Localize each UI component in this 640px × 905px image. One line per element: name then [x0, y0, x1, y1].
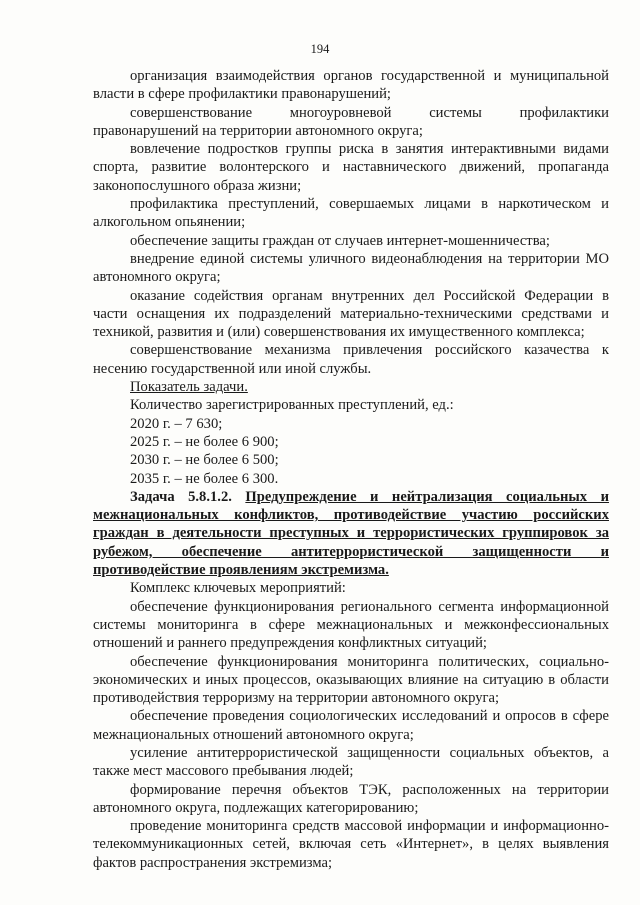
paragraph: внедрение единой системы уличного видеонаблюдения на территории МО автономного округа; — [93, 250, 609, 286]
paragraph: профилактика преступлений, совершаемых лицами в наркотическом и алкогольном опьянении; — [93, 196, 609, 231]
paragraph: обеспечение функционирования мониторинга политических, социально-экономических и иных процессов, оказывающих влияние на ситуацию в области противодействия терроризму на территории автономного округа; — [93, 653, 609, 707]
task-title: Предупреждение и нейтрализация социальных и межнациональных конфликтов, противодействие участию российских граждан в деятельности преступных и террористических группировок за рубежом, обеспечение антитеррористической защищенности и противодействие проявлениям экстремизма. — [93, 488, 609, 579]
indicator-value: 2035 г. – не более 6 300. — [130, 470, 279, 487]
indicator-heading: Показатель задачи. — [130, 379, 248, 396]
paragraph: организация взаимодействия органов государственной и муниципальной власти в сфере профилактики правонарушений; — [93, 68, 609, 103]
paragraph: совершенствование механизма привлечения российского казачества к несению государственной или иной службы. — [93, 342, 609, 377]
page-number: 194 — [310, 42, 330, 56]
indicator-value: 2020 г. – 7 630; — [130, 415, 223, 432]
indicator-value: 2025 г. – не более 6 900; — [130, 433, 279, 450]
paragraph: усиление антитеррористической защищенности социальных объектов, а также мест массового пребывания людей; — [93, 744, 609, 780]
indicator-value: 2030 г. – не более 6 500; — [130, 452, 279, 469]
indicator-description: Количество зарегистрированных преступлений, ед.: — [130, 397, 454, 414]
paragraph: вовлечение подростков группы риска в занятия интерактивными видами спорта, развитие волонтерского и наставнического движений, пропаганда законопослушного образа жизни; — [93, 141, 609, 194]
complex-heading: Комплекс ключевых мероприятий: — [130, 580, 346, 597]
task-label: Задача 5.8.1.2. — [130, 488, 232, 505]
paragraph: обеспечение проведения социологических исследований и опросов в сфере межнациональных отношений автономного округа; — [93, 708, 609, 743]
document-body — [93, 67, 609, 872]
paragraph: совершенствование многоуровневой системы профилактики правонарушений на территории автономного округа; — [93, 104, 609, 139]
paragraph: обеспечение функционирования регионального сегмента информационной системы мониторинга в сфере межнациональных и межконфессиональных отношений и раннего предупреждения конфликтных ситуаций; — [93, 598, 609, 652]
paragraph: формирование перечня объектов ТЭК, расположенных на территории автономного округа, подлежащих категорированию; — [93, 781, 609, 816]
paragraph: проведение мониторинга средств массовой информации и информационно-телекоммуникационных сетей, включая сеть «Интернет», в целях выявления фактов распространения экстремизма; — [93, 818, 609, 871]
paragraph: оказание содействия органам внутренних дел Российской Федерации в части оснащения их подразделений материально-техническими средствами и техникой, развития и (или) совершенствования их имущественного комплекса; — [93, 287, 609, 341]
task-heading — [93, 488, 609, 579]
paragraph: обеспечение защиты граждан от случаев интернет-мошенничества; — [130, 232, 550, 249]
